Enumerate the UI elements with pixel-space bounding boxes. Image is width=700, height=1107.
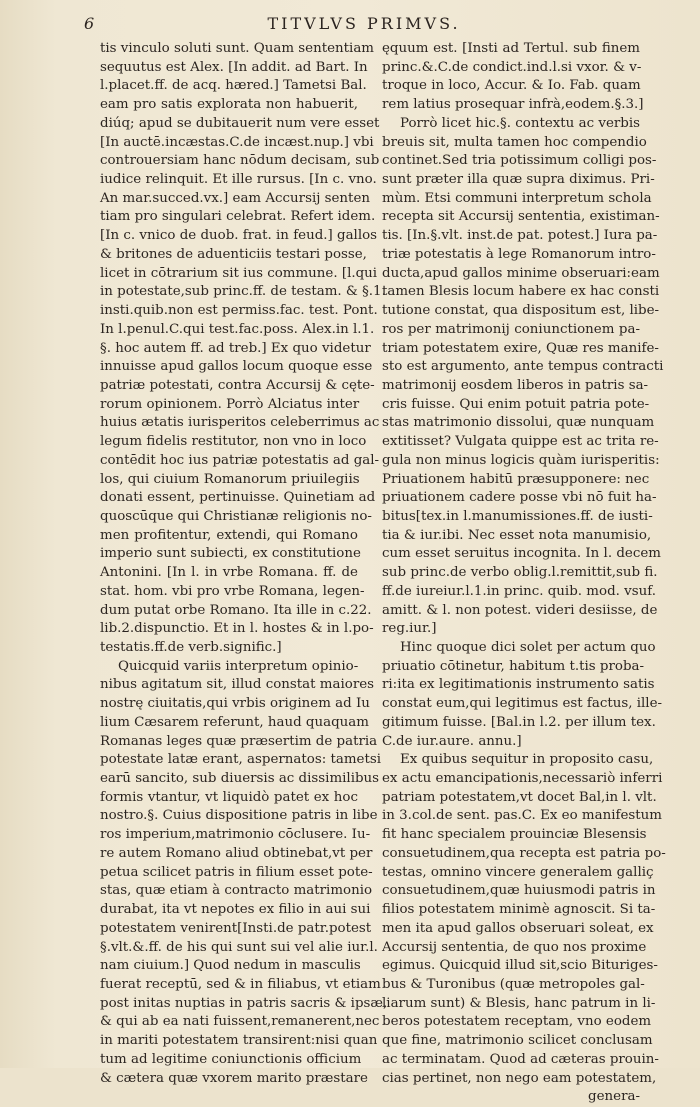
text-line: tamen Blesis locum habere ex hac consti xyxy=(382,284,660,300)
text-line: potestate latæ erant, aspernatos: tametsi xyxy=(100,752,382,768)
text-line: licet in cōtrarium sit ius commune. [l.qui xyxy=(100,265,378,281)
text-line: durabat, ita vt nepotes ex filio in aui sui xyxy=(100,902,371,918)
text-line: triam potestatem exire, Quæ res manife- xyxy=(382,340,659,356)
text-line: lib.2.dispunctio. Et in l. hostes & in l.po- xyxy=(100,621,374,637)
text-line: An mar.succed.vx.] eam Accursij senten xyxy=(100,190,370,206)
text-line: rorum opinionem. Porrò Alciatus inter xyxy=(100,396,360,412)
text-line: Porrò licet hic.§. contextu ac verbis xyxy=(400,115,640,131)
text-line: amitt. & l. non potest. videri desiisse, de xyxy=(382,602,658,618)
text-line: insti.quib.non est permiss.fac. test. Pont. xyxy=(100,303,378,319)
text-line: earū sancito, sub diuersis ac dissimilibus xyxy=(100,771,380,787)
text-line: breuis sit, multa tamen hoc compendio xyxy=(382,134,647,150)
text-line: stat. hom. vbi pro vrbe Romana, legen- xyxy=(100,583,365,599)
text-line: contēdit hoc ius patriæ potestatis ad gal- xyxy=(100,452,380,468)
text-line: & qui ab ea nati fuissent,remanerent,nec xyxy=(100,1014,380,1030)
text-line: troque in loco, Accur. & Io. Fab. quam xyxy=(382,78,641,94)
text-line: post initas nuptias in patris sacris & ipsæ, xyxy=(100,995,388,1011)
text-line: ff.de iureiur.l.1.in princ. quib. mod. vsuf. xyxy=(382,583,656,599)
text-line: nostro.§. Cuius dispositione patris in libe xyxy=(100,808,378,824)
text-line: eam pro satis explorata non habuerit, xyxy=(100,97,358,113)
text-line: testatis.ff.de verb.signific.] xyxy=(100,640,282,655)
text-line: in potestate,sub princ.ff. de testam. & §.1. xyxy=(100,284,386,300)
page-number: 6 xyxy=(84,14,95,33)
text-line: que fine, matrimonio scilicet conclusam xyxy=(382,1033,653,1049)
text-line: tiam pro singulari celebrat. Refert idem. xyxy=(100,209,376,225)
text-line: priuationem cadere posse vbi nō fuit ha- xyxy=(382,490,657,506)
text-line: re autem Romano aliud obtinebat,vt per xyxy=(100,845,373,861)
text-line: recepta sit Accursij sententia, existiman- xyxy=(382,209,660,225)
text-line: triæ potestatis à lege Romanorum intro- xyxy=(382,246,656,262)
text-line: los, qui ciuium Romanorum priuilegiis xyxy=(100,471,360,487)
text-line: Antonini. [In l. in vrbe Romana. ff. de xyxy=(100,565,358,581)
text-line: & britones de aduenticiis testari posse, xyxy=(100,246,367,262)
text-line: sequutus est Alex. [In addit. ad Bart. In xyxy=(100,59,368,75)
text-line: sunt præter illa quæ supra diximus. Pri- xyxy=(382,172,655,188)
text-line: petua scilicet patris in filium esset pote- xyxy=(100,864,373,880)
text-line: In l.penul.C.qui test.fac.poss. Alex.in l.1. xyxy=(100,321,375,337)
text-line: tia & iur.ibi. Nec esset nota manumisio, xyxy=(382,527,652,543)
text-line: matrimonij eosdem liberos in patris sa- xyxy=(382,377,649,393)
text-line: [In auctē.incæstas.C.de incæst.nup.] vbi xyxy=(100,134,374,150)
text-line: filios potestatem minimè agnoscit. Si ta- xyxy=(382,902,656,918)
text-line: huius ætatis iurisperitos celeberrimus ac xyxy=(100,415,380,431)
text-line: legum fidelis restitutor, non vno in loco xyxy=(100,434,367,450)
text-line: gula non minus logicis quàm iurisperitis: xyxy=(382,452,660,468)
text-line: bitus[tex.in l.manumissiones.ff. de iusti- xyxy=(382,508,653,524)
text-line: §. hoc autem ff. ad treb.] Ex quo videtur xyxy=(100,340,371,356)
text-line: stas, quæ etiam à contracto matrimonio xyxy=(100,883,373,899)
text-line: quoscūque qui Christianæ religionis no- xyxy=(100,508,372,524)
text-line: Quicquid variis interpretum opinio- xyxy=(118,658,359,674)
text-line: C.de iur.aure. annu.] xyxy=(382,733,522,749)
text-line: egimus. Quicquid illud sit,scio Bituriges- xyxy=(382,958,658,974)
text-line: princ.&.C.de condict.ind.l.si vxor. & v- xyxy=(382,59,642,75)
text-line: extitisset? Vulgata quippe est ac trita re- xyxy=(382,434,659,450)
text-line: gitimum fuisse. [Bal.in l.2. per illum tex. xyxy=(382,714,656,730)
page-header xyxy=(84,14,644,36)
text-line: genera- xyxy=(588,1089,640,1105)
text-line: cum esset seruitus incognita. In l. decem xyxy=(382,546,661,562)
text-line: bus & Turonibus (quæ metropoles gal- xyxy=(382,976,645,992)
text-line: cris fuisse. Qui enim potuit patria pote- xyxy=(382,396,650,412)
text-line: men ita apud gallos obseruari soleat, ex xyxy=(382,920,654,936)
text-line: tis vinculo soluti sunt. Quam sententiam xyxy=(100,41,374,56)
text-line: diúq; apud se dubitauerit num vere esset xyxy=(100,115,380,131)
text-line: cias pertinet, non nego eam potestatem, xyxy=(382,1070,657,1086)
text-line: patriam potestatem,vt docet Bal,in l. vlt. xyxy=(382,789,657,805)
text-line: nam ciuium.] Quod nedum in masculis xyxy=(100,958,361,974)
text-line: ac terminatam. Quod ad cæteras prouin- xyxy=(382,1051,659,1067)
left-text-column xyxy=(100,40,388,1088)
text-line: & cætera quæ vxorem marito præstare xyxy=(100,1070,368,1086)
text-line: iudice relinquit. Et ille rursus. [In c. vno. xyxy=(100,172,377,188)
text-line: fit hanc specialem prouinciæ Blesensis xyxy=(382,827,647,843)
text-line: ros per matrimonij coniunctionem pa- xyxy=(382,321,640,337)
text-line: controuersiam hanc nōdum decisam, sub xyxy=(100,153,380,169)
text-line: tis. [In.§.vlt. inst.de pat. potest.] Iura pa- xyxy=(382,228,658,244)
text-line: formis vtantur, vt liquidò patet ex hoc xyxy=(100,789,358,805)
text-line: potestatem venirent[Insti.de patr.potest xyxy=(100,920,372,936)
text-line: Accursij sententia, de quo nos proxime xyxy=(382,939,647,955)
text-line: constat eum,qui legitimus est factus, ille- xyxy=(382,696,663,712)
text-line: patriæ potestati, contra Accursij & cęte- xyxy=(100,377,375,393)
text-line: tutione constat, qua dispositum est, libe- xyxy=(382,303,660,319)
text-line: men profitentur, extendi, qui Romano xyxy=(100,527,358,543)
text-line: in 3.col.de sent. pas.C. Ex eo manifestum xyxy=(382,808,662,824)
text-line: consuetudinem,qua recepta est patria po- xyxy=(382,845,666,861)
running-title: TITVLVS PRIMVS. xyxy=(267,14,461,33)
text-line: Ex quibus sequitur in proposito casu, xyxy=(400,752,654,768)
text-line: l.placet.ff. de acq. hæred.] Tametsi Bal. xyxy=(100,78,367,94)
text-line: continet.Sed tria potissimum colligi pos- xyxy=(382,153,657,169)
text-line: beros potestatem receptam, vno eodem xyxy=(382,1014,652,1030)
text-line: stas matrimonio dissolui, quæ nunquam xyxy=(382,415,655,431)
text-line: tum ad legitime coniunctionis officium xyxy=(100,1051,362,1067)
text-line: reg.iur.] xyxy=(382,621,437,637)
text-line: priuatio cōtinetur, habitum t.tis proba- xyxy=(382,658,645,674)
text-line: [In c. vnico de duob. frat. in feud.] gallos xyxy=(100,228,378,244)
text-line: fuerat receptū, sed & in filiabus, vt etiam xyxy=(100,976,381,992)
text-line: nibus agitatum sit, illud constat maiores xyxy=(100,677,375,693)
text-line: ros imperium,matrimonio cōclusere. Iu- xyxy=(100,827,371,843)
text-line: ęquum est. [Insti ad Tertul. sub finem xyxy=(382,41,640,56)
text-line: lium Cæsarem referunt, haud quaquam xyxy=(100,714,369,730)
text-line: §.vlt.&.ff. de his qui sunt sui vel alie iur.l. xyxy=(100,939,378,955)
text-line: Romanas leges quæ præsertim de patria xyxy=(100,733,378,749)
text-line: nostrę ciuitatis,qui vrbis originem ad Iu xyxy=(100,696,370,712)
text-line: ri:ita ex legitimationis instrumento satis xyxy=(382,677,655,693)
text-line: ex actu emancipationis,necessariò inferri xyxy=(382,771,663,787)
text-line: dum putat orbe Romano. Ita ille in c.22. xyxy=(100,602,372,618)
text-line: donati essent, pertinuisse. Quinetiam ad xyxy=(100,490,376,506)
text-line: Priuationem habitū præsupponere: nec xyxy=(382,471,650,487)
text-line: imperio sunt subiecti, ex constitutione xyxy=(100,546,361,562)
right-text-column xyxy=(382,40,666,1107)
text-line: sto est argumento, ante tempus contracti xyxy=(382,359,664,375)
text-line: testas, omnino vincere generalem galliç xyxy=(382,864,654,880)
text-line: rem latius prosequar infrà,eodem.§.3.] xyxy=(382,97,644,113)
text-line: ducta,apud gallos minime obseruari:eam xyxy=(382,265,660,281)
text-line: sub princ.de verbo oblig.l.remittit,sub fi. xyxy=(382,565,658,581)
text-line: innuisse apud gallos locum quoque esse xyxy=(100,359,373,375)
text-line: mùm. Etsi communi interpretum schola xyxy=(382,190,652,206)
text-line: in mariti potestatem transirent:nisi quan xyxy=(100,1033,378,1049)
text-line: consuetudinem,quæ huiusmodi patris in xyxy=(382,883,656,899)
text-line: Hinc quoque dici solet per actum quo xyxy=(400,640,656,655)
text-line: liarum sunt) & Blesis, hanc patrum in li- xyxy=(382,995,656,1011)
